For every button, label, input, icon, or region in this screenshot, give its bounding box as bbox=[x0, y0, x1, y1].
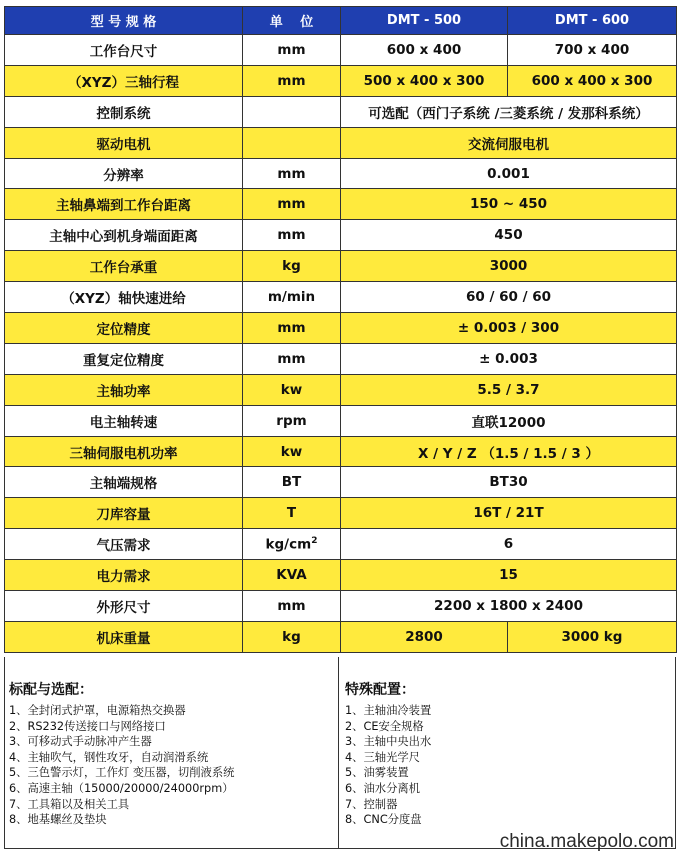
spec-table bbox=[4, 6, 677, 653]
spec-name: 工作台承重 bbox=[5, 251, 243, 282]
spec-unit: kg bbox=[243, 621, 341, 652]
special-option-item: 3、主轴中央出水 bbox=[345, 735, 432, 749]
standard-options-list bbox=[9, 703, 338, 828]
spec-unit: kg bbox=[243, 251, 341, 282]
standard-option-item: 1、全封闭式护罩，电源箱热交换器 bbox=[9, 704, 186, 717]
standard-option-item: 6、高速主轴（15000/20000/24000rpm） bbox=[9, 781, 234, 795]
spec-unit: m/min bbox=[243, 282, 341, 313]
spec-value: ± 0.003 / 300 bbox=[341, 313, 677, 344]
spec-value: 15 bbox=[341, 560, 677, 591]
spec-row bbox=[5, 436, 677, 467]
header-model-600: DMT - 600 bbox=[508, 7, 677, 35]
spec-value-600: 3000 kg bbox=[508, 621, 677, 652]
spec-row bbox=[5, 467, 677, 498]
spec-unit: mm bbox=[243, 65, 341, 96]
special-option-item: 7、控制器 bbox=[345, 797, 398, 811]
spec-value: ± 0.003 bbox=[341, 343, 677, 374]
spec-unit: rpm bbox=[243, 405, 341, 436]
spec-name: 电力需求 bbox=[5, 560, 243, 591]
spec-value: 0.001 bbox=[341, 158, 677, 189]
spec-row bbox=[5, 621, 677, 652]
spec-unit: mm bbox=[243, 35, 341, 66]
special-option-item: 4、三轴光学尺 bbox=[345, 750, 420, 764]
standard-option-item: 4、主轴吹气，钢性攻牙，自动润滑系统 bbox=[9, 750, 209, 764]
spec-unit: kw bbox=[243, 374, 341, 405]
spec-unit bbox=[243, 127, 341, 158]
spec-unit: $kg/cm^2$ bbox=[243, 529, 341, 560]
spec-value: BT30 bbox=[341, 467, 677, 498]
spec-row bbox=[5, 313, 677, 344]
standard-options bbox=[5, 657, 339, 848]
unit-superscript: 2 bbox=[311, 535, 318, 546]
special-options-list bbox=[345, 703, 675, 828]
spec-row bbox=[5, 374, 677, 405]
standard-options-title: 标配与选配： bbox=[9, 682, 93, 698]
spec-name: 驱动电机 bbox=[5, 127, 243, 158]
spec-row bbox=[5, 591, 677, 622]
spec-name: 工作台尺寸 bbox=[5, 35, 243, 66]
spec-value: 5.5 / 3.7 bbox=[341, 374, 677, 405]
spec-name: 分辨率 bbox=[5, 158, 243, 189]
spec-row bbox=[5, 158, 677, 189]
spec-row bbox=[5, 343, 677, 374]
spec-value: 450 bbox=[341, 220, 677, 251]
spec-unit: T bbox=[243, 498, 341, 529]
spec-row bbox=[5, 560, 677, 591]
spec-value: 6 bbox=[341, 529, 677, 560]
spec-name: 控制系统 bbox=[5, 96, 243, 127]
header-row bbox=[5, 7, 677, 35]
spec-name: 三轴伺服电机功率 bbox=[5, 436, 243, 467]
standard-option-item: 7、工具箱以及相关工具 bbox=[9, 797, 130, 811]
special-option-item: 5、油雾装置 bbox=[345, 766, 409, 780]
spec-row bbox=[5, 189, 677, 220]
spec-name: 主轴功率 bbox=[5, 374, 243, 405]
spec-name: 外形尺寸 bbox=[5, 591, 243, 622]
spec-value-500: 500 x 400 x 300 bbox=[341, 65, 508, 96]
spec-row bbox=[5, 282, 677, 313]
spec-value: 交流伺服电机 bbox=[341, 127, 677, 158]
spec-value-500: 600 x 400 bbox=[341, 35, 508, 66]
spec-value: 2200 x 1800 x 2400 bbox=[341, 591, 677, 622]
watermark: china.makepolo.com bbox=[499, 831, 674, 852]
special-options-title: 特殊配置： bbox=[345, 682, 415, 698]
options-panel bbox=[4, 657, 676, 849]
spec-name: （XYZ）轴快速进给 bbox=[5, 282, 243, 313]
special-option-item: 8、CNC分度盘 bbox=[345, 813, 422, 827]
spec-value: X / Y / Z （1.5 / 1.5 / 3 ） bbox=[341, 436, 677, 467]
standard-option-item: 8、地基螺丝及垫块 bbox=[9, 813, 107, 827]
spec-row bbox=[5, 529, 677, 560]
special-option-item: 1、主轴油冷装置 bbox=[345, 704, 432, 717]
standard-option-item: 2、RS232传送接口与网络接口 bbox=[9, 719, 166, 733]
spec-unit: KVA bbox=[243, 560, 341, 591]
header-spec: 型 号 规 格 bbox=[5, 7, 243, 35]
spec-unit: BT bbox=[243, 467, 341, 498]
spec-row bbox=[5, 35, 677, 66]
spec-name: （XYZ）三轴行程 bbox=[5, 65, 243, 96]
spec-row bbox=[5, 96, 677, 127]
spec-row bbox=[5, 65, 677, 96]
special-option-item: 2、CE安全规格 bbox=[345, 719, 424, 733]
spec-name: 主轴端规格 bbox=[5, 467, 243, 498]
spec-row bbox=[5, 127, 677, 158]
spec-unit: mm bbox=[243, 220, 341, 251]
special-options bbox=[339, 657, 675, 848]
standard-option-item: 5、三色警示灯，工作灯 变压器，切削液系统 bbox=[9, 766, 235, 780]
spec-value: 60 / 60 / 60 bbox=[341, 282, 677, 313]
standard-option-item: 3、可移动式手动脉冲产生器 bbox=[9, 735, 152, 749]
spec-row bbox=[5, 220, 677, 251]
spec-unit: mm bbox=[243, 158, 341, 189]
spec-value: 16T / 21T bbox=[341, 498, 677, 529]
spec-row bbox=[5, 498, 677, 529]
spec-name: 重复定位精度 bbox=[5, 343, 243, 374]
spec-name: 主轴鼻端到工作台距离 bbox=[5, 189, 243, 220]
spec-value-600: 700 x 400 bbox=[508, 35, 677, 66]
spec-name: 定位精度 bbox=[5, 313, 243, 344]
spec-unit bbox=[243, 96, 341, 127]
spec-unit: mm bbox=[243, 189, 341, 220]
spec-row bbox=[5, 405, 677, 436]
spec-sheet bbox=[4, 6, 676, 653]
spec-name: 主轴中心到机身端面距离 bbox=[5, 220, 243, 251]
spec-value-500: 2800 bbox=[341, 621, 508, 652]
spec-name: 刀库容量 bbox=[5, 498, 243, 529]
spec-name: 电主轴转速 bbox=[5, 405, 243, 436]
spec-unit: kw bbox=[243, 436, 341, 467]
header-model-500: DMT - 500 bbox=[341, 7, 508, 35]
spec-unit: mm bbox=[243, 591, 341, 622]
spec-value: 直联12000 bbox=[341, 405, 677, 436]
special-option-item: 6、油水分离机 bbox=[345, 781, 420, 795]
spec-name: 机床重量 bbox=[5, 621, 243, 652]
spec-value: 可选配（西门子系统 /三菱系统 / 发那科系统） bbox=[341, 96, 677, 127]
spec-name: 气压需求 bbox=[5, 529, 243, 560]
spec-value-600: 600 x 400 x 300 bbox=[508, 65, 677, 96]
spec-row bbox=[5, 251, 677, 282]
spec-unit: mm bbox=[243, 343, 341, 374]
spec-value: 150 ~ 450 bbox=[341, 189, 677, 220]
spec-unit: mm bbox=[243, 313, 341, 344]
header-unit: 单 位 bbox=[243, 7, 341, 35]
spec-value: 3000 bbox=[341, 251, 677, 282]
